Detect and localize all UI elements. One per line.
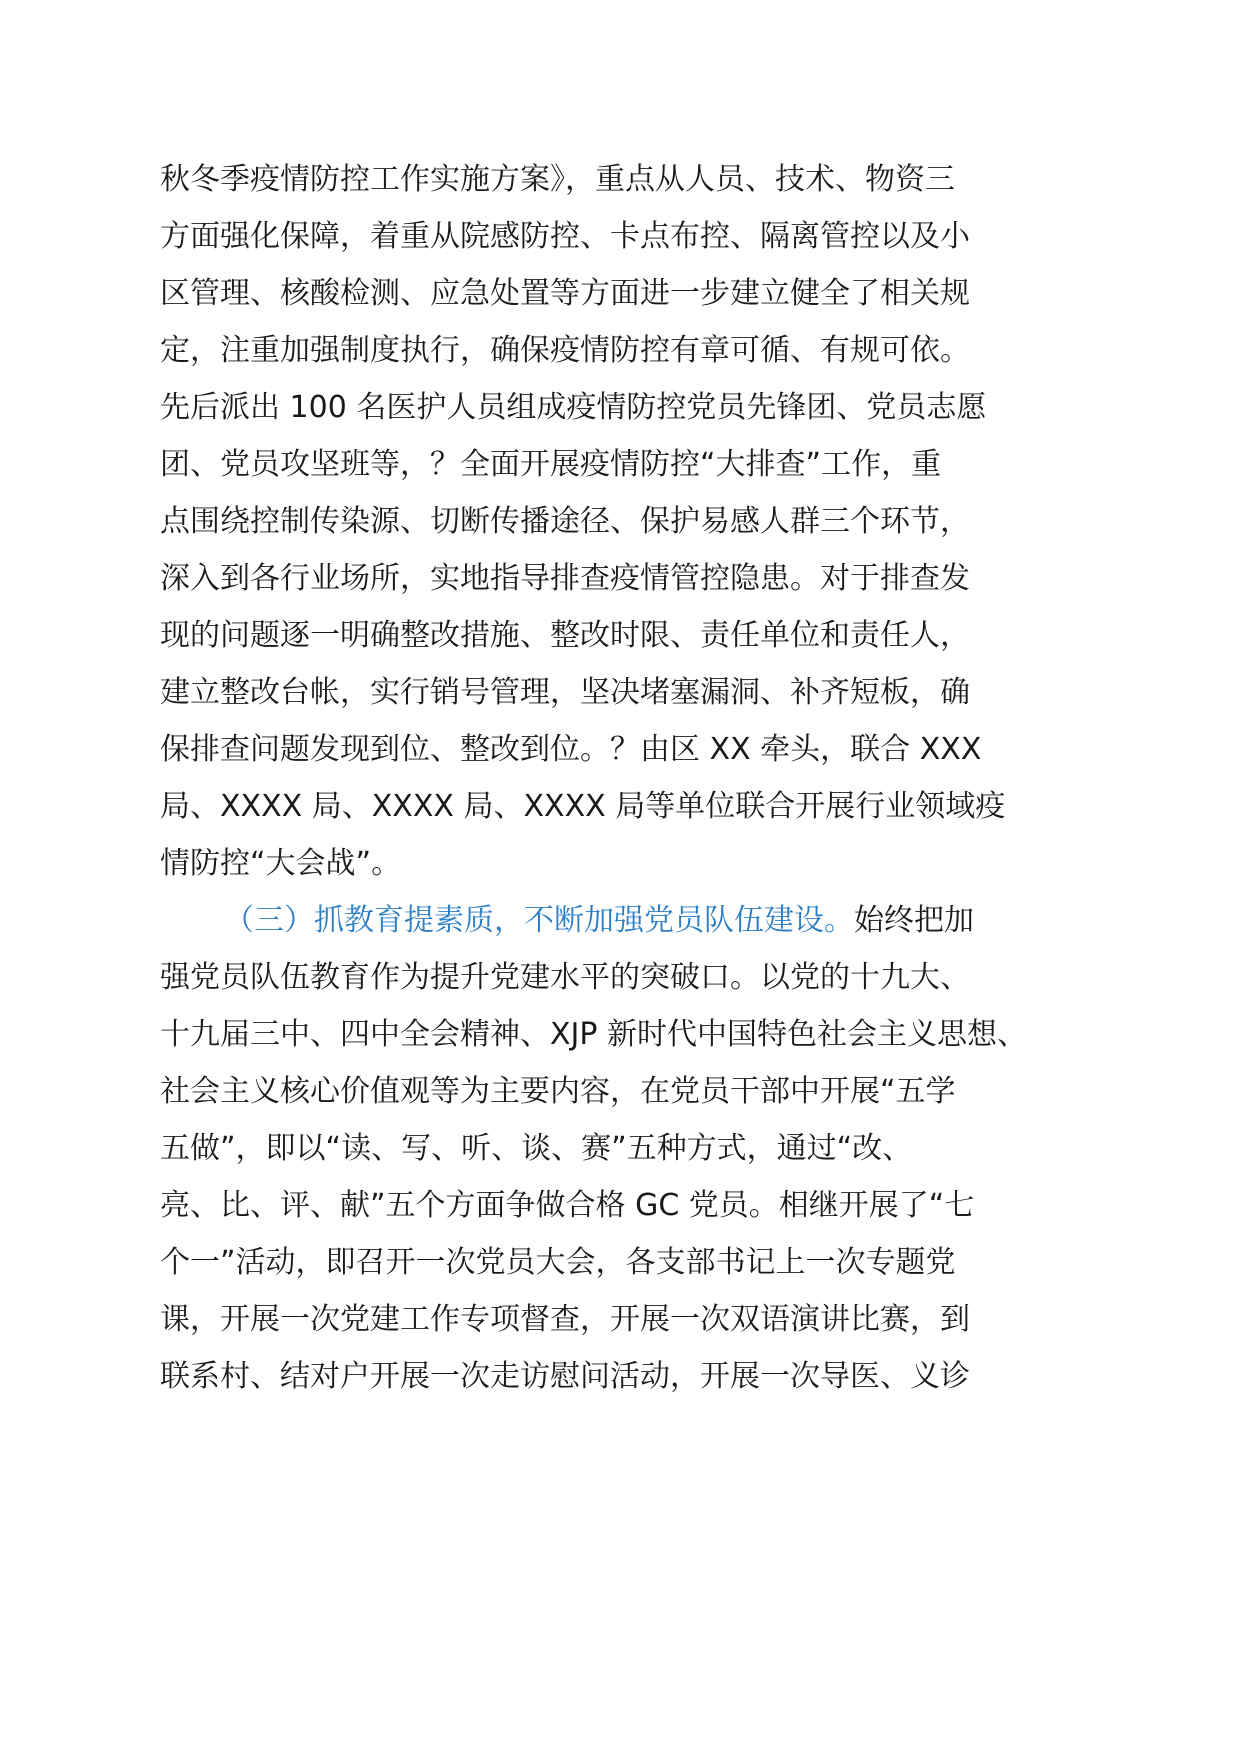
body-line: 现的问题逐一明确整改措施、整改时限、责任单位和责任人， (160, 618, 970, 653)
body-line: 课，开展一次党建工作专项督查，开展一次双语演讲比赛，到 (160, 1302, 970, 1337)
body-line: 情防控“大会战”。 (160, 846, 402, 881)
body-line: 区管理、核酸检测、应急处置等方面进一步建立健全了相关规 (160, 276, 970, 311)
body-line: 秋冬季疫情防控工作实施方案》，重点从人员、技术、物资三 (160, 162, 955, 197)
body-line: 社会主义核心价值观等为主要内容，在党员干部中开展“五学 (160, 1074, 956, 1109)
body-line: 方面强化保障，着重从院感防控、卡点布控、隔离管控以及小 (160, 219, 970, 254)
body-line: 强党员队伍教育作为提升党建水平的突破口。以党的十九大、 (160, 960, 970, 995)
section-lead-text: 始终把加 (854, 903, 974, 938)
body-line: 联系村、结对户开展一次走访慰问活动，开展一次导医、义诊 (160, 1359, 970, 1394)
body-line: 点围绕控制传染源、切断传播途径、保护易感人群三个环节， (160, 504, 970, 539)
body-line: 亮、比、评、献”五个方面争做合格 GC 党员。相继开展了“七 (160, 1188, 975, 1223)
body-line: 五做”，即以“读、写、听、谈、赛”五种方式，通过“改、 (160, 1131, 913, 1166)
body-line: 团、党员攻坚班等，？全面开展疫情防控“大排查”工作，重 (160, 447, 942, 482)
body-line: 建立整改台帐，实行销号管理，坚决堵塞漏洞、补齐短板，确 (160, 675, 970, 710)
body-line: 定，注重加强制度执行，确保疫情防控有章可循、有规可依。 (160, 333, 970, 368)
section-heading: （三）抓教育提素质，不断加强党员队伍建设。 (224, 903, 854, 938)
body-line: 个一”活动，即召开一次党员大会，各支部书记上一次专题党 (160, 1245, 956, 1280)
body-line: 深入到各行业场所，实地指导排查疫情管控隐患。对于排查发 (160, 561, 970, 596)
section-heading-line (224, 901, 974, 941)
body-line: 保排查问题发现到位、整改到位。？由区 XX 牵头，联合 XXX (160, 732, 982, 767)
body-line: 十九届三中、四中全会精神、XJP 新时代中国特色社会主义思想、 (160, 1017, 1028, 1052)
body-line: 先后派出 100 名医护人员组成疫情防控党员先锋团、党员志愿 (160, 390, 987, 425)
body-line: 局、XXXX 局、XXXX 局、XXXX 局等单位联合开展行业领域疫 (160, 789, 1006, 824)
